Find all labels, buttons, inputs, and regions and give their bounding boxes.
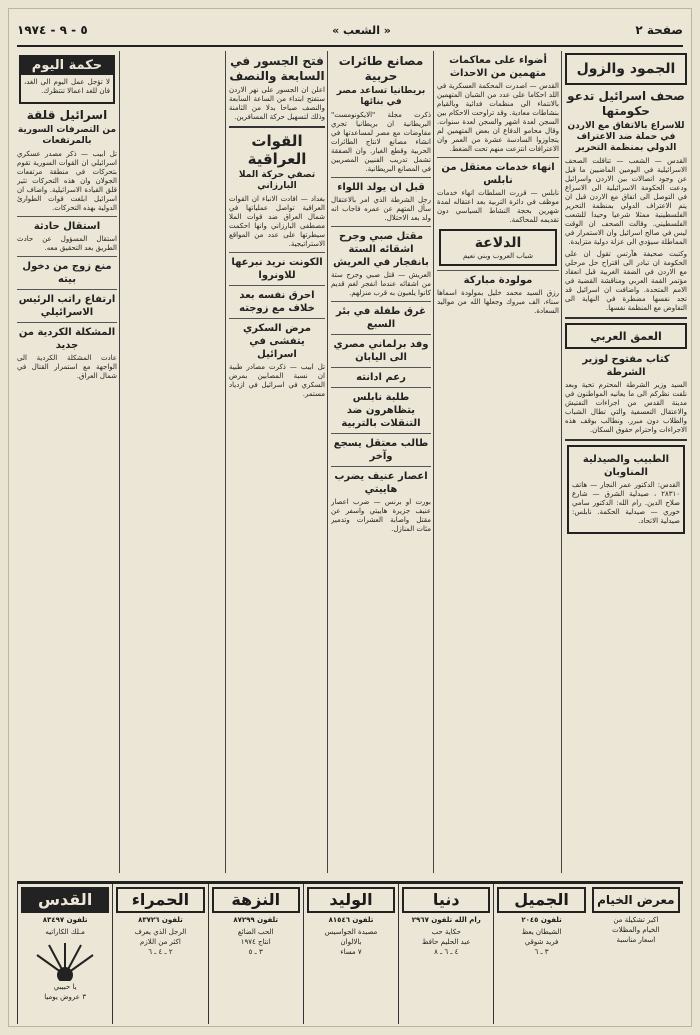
divider <box>17 289 117 290</box>
ad-line: ٣ ـ ٥ <box>248 948 263 956</box>
cinema-phone: تلفون ٨١٥٤٦ <box>328 916 374 924</box>
headline: طلبة نابلس يتظاهرون ضد التنقلات بالتربية <box>341 392 421 429</box>
article-body: عادت المشكلة الكردية الى الواجهة مع استمرار القتال في شمال العراق. <box>17 354 117 380</box>
headline: الكونت نريد نبرعها للاونروا <box>231 257 323 281</box>
divider <box>437 157 559 158</box>
ad-line: ٧ مساء <box>340 948 362 956</box>
page-label: صفحة ٢ <box>635 23 683 37</box>
box-title: حكمة اليوم <box>21 57 113 75</box>
headline: منع زوج من دخول بيته <box>22 261 112 285</box>
article-body: تل ابيب — ذكرت مصادر طبية ان نسبة المصابين بمرض السكري في اسرائيل في ازدياد مستمر. <box>229 363 325 398</box>
headline: كتاب مفتوح لوزير الشرطة <box>582 354 670 378</box>
divider <box>17 322 117 323</box>
ad-line: انتاج ١٩٧٤ <box>240 938 271 946</box>
cinema-name: الحمراء <box>116 887 204 913</box>
ad-line: يا حبيبي <box>53 983 77 991</box>
ad-line: الخيام والمظلات <box>612 926 660 934</box>
column-logo: الجمود والزول <box>565 53 687 85</box>
cinema-ad <box>398 884 493 1024</box>
divider <box>331 301 431 302</box>
article-body: استقال المسؤول عن حادث الطريق بعد التحقيق معه. <box>17 235 117 252</box>
ad-line: اكبر تشكيلة من <box>613 916 659 924</box>
shop-name: معرض الخيام <box>592 887 680 913</box>
issue-date: ٥ - ٩ - ١٩٧٤ <box>17 23 88 37</box>
article-body: رجل الشرطة الذي امر بالاعتقال سأل المتهم عن عمره فاجاب انه ولد بعد الاحتلال. <box>331 196 431 222</box>
pharmacy-box <box>567 445 685 534</box>
cinema-ad <box>17 884 112 1024</box>
ad-line: عبد الحليم حافظ <box>421 938 471 946</box>
ad-line: الشيطان يعظ <box>521 928 562 936</box>
headline: المشكلة الكردية من جديد <box>18 327 116 351</box>
divider <box>229 318 325 319</box>
ad-line: فريد شوقي <box>524 938 559 946</box>
wisdom-box <box>19 55 115 104</box>
column-rule <box>327 51 328 873</box>
headline: الطبيب والصيدلية المناوبان <box>582 454 670 478</box>
cinema-ad <box>493 884 588 1024</box>
ad-line: اكثر من اللازم <box>140 938 181 946</box>
article-body: السيد وزير الشرطة المحترم تحية وبعد نلفت نظركم الى ما يعانيه المواطنون في مدينة القدس من اجراءات التفتيش والاعتقال التعسفية والتي تطال الشباب والطلاب دون مبرر. ونطالب بوقف هذه الاجراءات واحترام حقوق السكان. <box>565 381 687 434</box>
subheadline: من التصرفات السورية بالمرتفعات <box>17 125 117 146</box>
divider <box>331 466 431 467</box>
column-5 <box>17 51 117 873</box>
headline: اسرائيل قلقة <box>26 108 108 122</box>
article-body: العريش — قتل صبي وجرح ستة من اشقائه عندما انفجر لغم قديم كانوا يلعبون به قرب منزلهم. <box>331 271 431 297</box>
column-3 <box>331 51 431 873</box>
headline: أضواء على معاكمات متهمين من الاحداث <box>449 55 547 79</box>
headline: ارتفاع راتب الرئيس الاسرائيلي <box>18 294 116 318</box>
ad-line: مصيدة الجواسيس <box>324 928 378 936</box>
column-2 <box>437 51 559 873</box>
cinema-ads-row <box>17 881 683 1024</box>
divider <box>565 317 687 319</box>
sun-rays-icon <box>35 941 95 981</box>
article-body: بغداد — افادت الانباء ان القوات العراقية تواصل عملياتها في شمال العراق ضد قوات الملا مصطفى البارزاني وانها احكمت سيطرتها على عدد من المواقع الاستراتيجية. <box>229 195 325 248</box>
column-rule <box>225 51 226 873</box>
headline: طالب معتقل يسجع وآخر <box>333 438 429 462</box>
article-body: ذكرت مجلة "الايكونومست" البريطانية ان بريطانيا تجري مفاوضات مع مصر لمساعدتها في انشاء مصانع لانتاج الطائرات الحربية وقطع الغيار. وان الصفقة تشمل تدريب الفنيين المصريين في المصانع البريطانية. <box>331 111 431 173</box>
article-body: تل ابيب — ذكر مصدر عسكري اسرائيلي ان القوات السورية تقوم بتحركات في منطقة مرتفعات الجولان وان هذه التحركات تثير قلق القيادة الاسرائيلية. واضاف ان اسرائيل ابلغت قوات الطوارئ الدولية بهذه التحركات. <box>17 150 117 212</box>
cinema-name: الجميل <box>497 887 585 913</box>
ad-line: حكاية حب <box>431 928 461 936</box>
article-body: رزق السيد محمد خليل بمولودة اسماها سناء، الف مبروك وجعلها الله من مواليد السعادة. <box>437 289 559 315</box>
cinema-name: الوليد <box>307 887 395 913</box>
subheadline: تصفي حركة الملا البارزاني <box>238 170 316 191</box>
ad-line: الرجل الذي يعرف <box>134 928 187 936</box>
divider <box>331 367 431 368</box>
cinema-phone: رام الله تلفون ٢٩٦٧ <box>411 916 481 924</box>
cinema-ad <box>303 884 398 1024</box>
column-rule <box>433 51 434 873</box>
headline: مولودة مباركة <box>463 275 533 286</box>
divider <box>437 270 559 271</box>
shop-ad <box>589 884 683 1024</box>
divider <box>565 439 687 441</box>
ad-line: ٣ عروض يوميا <box>44 993 86 1001</box>
cinema-ad <box>208 884 303 1024</box>
divider <box>331 433 431 434</box>
divider <box>331 226 431 227</box>
divider <box>229 126 325 128</box>
article-body: نابلس — قررت السلطات انهاء خدمات موظف في دائرة التربية بعد اعتقاله لمدة شهرين بحجة النشاط السياسي دون تقديمه للمحاكمة. <box>437 189 559 224</box>
headline: احرق نفسه بعد خلاف مع زوجته <box>239 290 315 314</box>
cinema-ad <box>112 884 207 1024</box>
article-body: اعلن ان الجسور على نهر الاردن ستفتح ابتداء من الساعة السابعة والنصف صباحا بدلا من الثامنة وذلك لتسهيل حركة المسافرين. <box>229 86 325 121</box>
headline: مرض السكري يتفشى في اسرائيل <box>243 323 311 360</box>
ad-line: مـلك الكاراتيه <box>45 928 85 936</box>
divider <box>331 387 431 388</box>
divider <box>229 252 325 253</box>
cinema-name: دنيا <box>402 887 490 913</box>
headline: القوات العراقية <box>247 132 307 168</box>
headline: صحف اسرائيل تدعو حكومتها <box>567 89 685 118</box>
cinema-phone: تلفون ٨٣٧٢٦ <box>138 916 183 924</box>
ad-subtitle: شباب العروب وبني نعيم <box>462 252 534 260</box>
box-body: لا تؤجل عمل اليوم الى الغد، فان للغد اعمالا تنتظرك. <box>24 78 110 95</box>
article-body: القدس: الدكتور عمر النجار — هاتف ٢٨٣١٠ ، صيدلية الشرق — شارع صلاح الدين. رام الله: الدكتور سامي خوري — صيدلية الحكمة. نابلس: صيدلية الاتحاد. <box>572 481 680 525</box>
divider <box>229 285 325 286</box>
divider <box>17 216 117 217</box>
headline: رعم ادانته <box>356 372 406 383</box>
ad-line: الحب الضائع <box>237 928 274 936</box>
ad-line: بالالوان <box>340 938 362 946</box>
ad-line: ٤ ـ ٦ ـ ٨ <box>434 948 459 956</box>
column-4 <box>229 51 325 873</box>
divider <box>331 334 431 335</box>
headline: انهاء خدمات معتقل من نابلس <box>441 162 555 186</box>
article-body: بورت او برنس — ضرب اعصار عنيف جزيرة هاييتي واسفر عن مقتل واصابة العشرات وتدمير مئات المنازل. <box>331 498 431 533</box>
column-rule <box>119 51 120 873</box>
divider <box>17 256 117 257</box>
ad-line: ٣ ـ ٦ <box>534 948 549 956</box>
headline: قبل ان يولد اللواء <box>337 182 425 193</box>
article-body: وكتبت صحيفة هآرتس تقول ان على الحكومة ان تبادر الى اقتراح حل مرحلي مع الاردن في الضفة الغربية قبل انعقاد مؤتمر القمة العربي ومناقشة القضية في الامم المتحدة. واضافت ان اسرائيل قد تجد نفسها مضطرة في النهاية الى التفاوض مع المنظمة نفسها. <box>565 250 687 312</box>
column-1 <box>565 51 687 873</box>
ad-line: ٢ ـ ٤ ـ ٦ <box>148 948 173 956</box>
cinema-phone: تلفون ٢٠٤٥ <box>521 916 562 924</box>
headline: فتح الجسور في السابعة والنصف <box>229 54 325 83</box>
article-body: القدس — اصدرت المحكمة العسكرية في اللد احكاما على عدد من الشبان المتهمين بالانتماء الى منظمات فدائية وبالقيام بنشاطات معادية. وقد تراوحت الاحكام بين السجن لعدة اشهر والسجن لعدة سنوات. وقال محامو الدفاع ان بعض المتهمين لم يتجاوزوا السادسة عشرة من العمر وان الاعترافات انتزعت منهم تحت الضغط. <box>437 82 559 153</box>
column-rule <box>561 51 562 873</box>
subheadline: للاسراع بالاتفاق مع الاردن في حملة ضد الاعتراف الدولي بمنظمة التحرير <box>567 121 685 153</box>
headline: غرق طفلة في بئر السبع <box>336 306 426 330</box>
article-body: القدس — الشعب — تناقلت الصحف الاسرائيلية في اليومين الماضيين ما قيل عن وجود اتصالات بين الاردن واسرائيل ودعت الحكومة الاسرائيلية الى الاسراع في التوصل الى اتفاق مع الاردن قبل ان يتم الاعتراف الدولي بمنظمة التحرير الفلسطينية ممثلا شرعيا وحيدا للشعب الفلسطيني. وقالت الصحف ان الوقت ليس في صالح اسرائيل وان الاستمرار في المماطلة سيؤدي الى عزلة دولية متزايدة. <box>565 157 687 246</box>
headline: وفد برلماني مصري الى اليابان <box>333 339 429 363</box>
advertisement <box>439 229 557 266</box>
cinema-phone: تلفون ٨٧٢٩٩ <box>233 916 279 924</box>
headline: مصانع طائرات حربية <box>338 54 424 83</box>
ad-line: اسعار مناسبة <box>616 936 656 944</box>
subheadline: بريطانيا تساعد مصر في بنائها <box>336 86 426 107</box>
headline: مقتل صبي وجرح اشقائه الستة بانفجار في العريش <box>333 231 429 268</box>
ad-title: الدلاعة <box>474 235 522 251</box>
headline: استقال حادثة <box>33 221 101 232</box>
cinema-name: القدس <box>21 887 109 913</box>
newspaper-page <box>8 8 692 1027</box>
headline: اعصار عنيف يضرب هاييتي <box>334 471 428 495</box>
masthead <box>17 15 683 47</box>
divider <box>331 177 431 178</box>
paper-name: « الشعب » <box>332 23 391 37</box>
cinema-phone: تلفون ٨٣٤٩٧ <box>42 916 88 924</box>
section-logo: العمق العربي <box>565 323 687 349</box>
cinema-name: النزهة <box>212 887 300 913</box>
